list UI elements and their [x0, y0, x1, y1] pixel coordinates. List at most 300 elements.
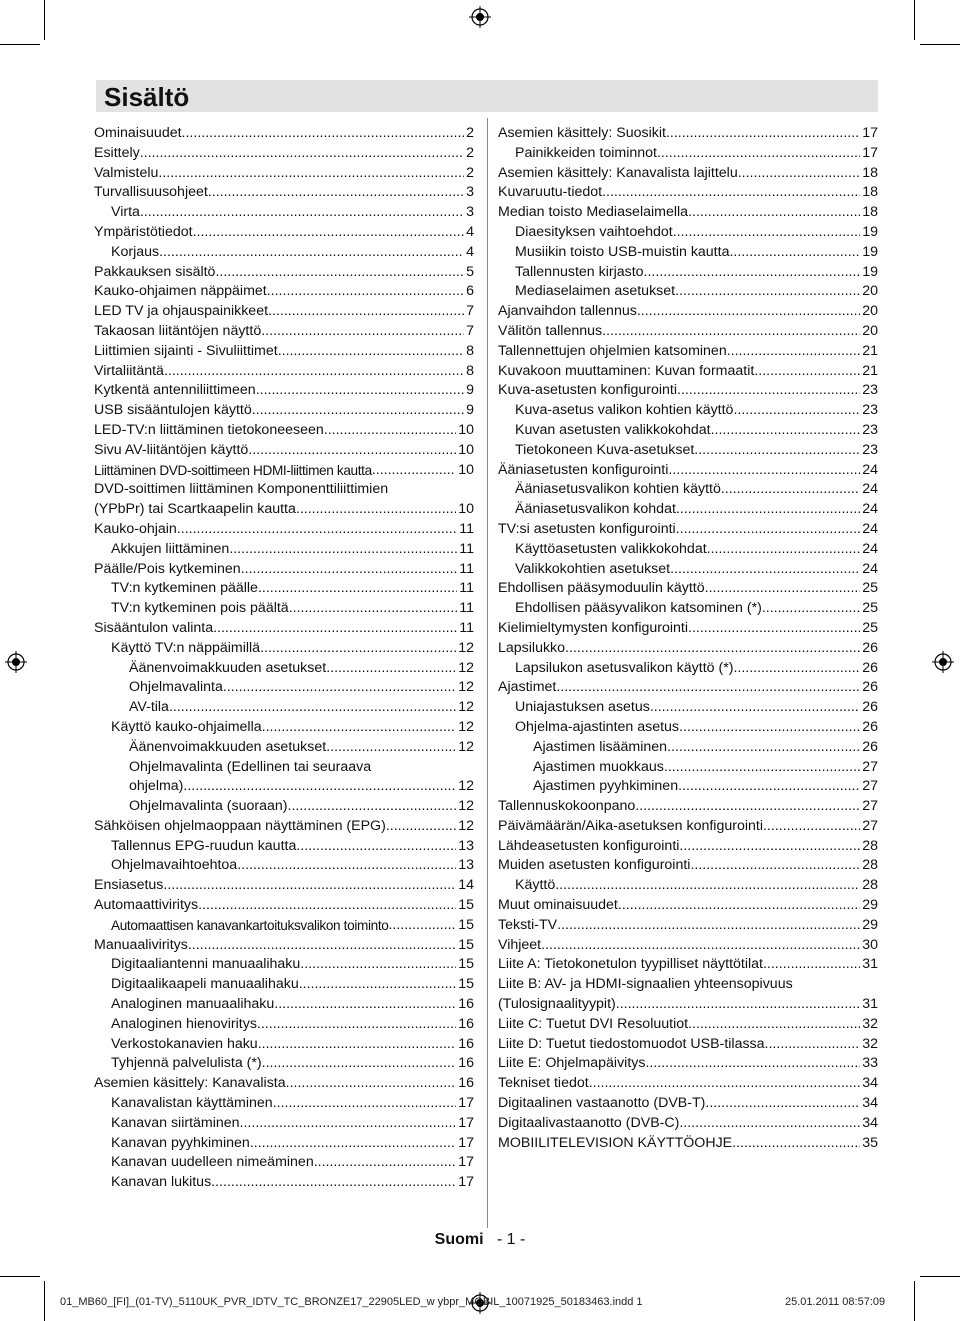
- toc-entry: [498, 243, 878, 263]
- toc-leader-dots: [198, 896, 456, 916]
- toc-entry-page: 12: [458, 817, 474, 834]
- toc-leader-dots: [763, 955, 860, 975]
- toc-entry-page: 17: [862, 125, 878, 141]
- toc-entry: [94, 797, 474, 817]
- toc-entry-label: Tietokoneen Kuva-asetukset: [515, 441, 695, 458]
- toc-entry: [498, 678, 878, 698]
- toc-entry: [94, 263, 474, 283]
- toc-leader-dots: [690, 856, 860, 876]
- toc-leader-dots: [676, 500, 860, 520]
- footer-page-number: - 1 -: [496, 1231, 526, 1248]
- toc-entry-page: 23: [862, 441, 878, 458]
- toc-leader-dots: [705, 1094, 860, 1114]
- toc-entry-page: 16: [458, 1075, 474, 1092]
- toc-entry-page: 21: [862, 362, 878, 379]
- toc-entry: [498, 797, 878, 817]
- toc-entry-page: 15: [458, 936, 474, 953]
- toc-leader-dots: [589, 1074, 861, 1094]
- toc-entry-page: 7: [466, 303, 474, 320]
- toc-entry-page: 32: [862, 1015, 878, 1032]
- toc-entry-label: LED TV ja ohjauspainikkeet: [94, 303, 269, 320]
- toc-leader-dots: [733, 401, 860, 421]
- toc-leader-dots: [188, 936, 456, 956]
- toc-leader-dots: [650, 698, 860, 718]
- toc-entry-page: 20: [862, 283, 878, 300]
- toc-entry-label: Äänenvoimakkuuden asetukset: [129, 659, 327, 676]
- toc-leader-dots: [729, 243, 860, 263]
- toc-leader-dots: [240, 1114, 457, 1134]
- toc-entry-page: 31: [862, 956, 878, 973]
- toc-entry-page: 12: [458, 679, 474, 696]
- toc-leader-dots: [738, 164, 860, 184]
- toc-entry: [94, 896, 474, 916]
- toc-leader-dots: [252, 401, 464, 421]
- toc-entry-label: Manuaaliviritys: [94, 936, 188, 953]
- toc-leader-dots: [260, 639, 456, 659]
- toc-entry-page: 24: [862, 501, 878, 518]
- toc-leader-dots: [215, 263, 464, 283]
- toc-entry: [498, 1035, 878, 1055]
- toc-entry-page: 34: [862, 1114, 878, 1131]
- toc-entry: [94, 223, 474, 243]
- toc-leader-dots: [262, 1054, 457, 1074]
- toc-entry-page: 17: [458, 1114, 474, 1131]
- toc-entry-page: 2: [466, 125, 474, 141]
- toc-entry: [94, 461, 474, 481]
- toc-entry-page: 26: [862, 659, 878, 676]
- toc-entry-label: Analoginen hienoviritys: [111, 1015, 257, 1032]
- toc-entry-page: 31: [862, 996, 878, 1013]
- toc-entry-label: Mediaselaimen asetukset: [515, 283, 676, 300]
- toc-leader-dots: [278, 342, 464, 362]
- toc-entry-label: Kanavan pyyhkiminen: [111, 1134, 250, 1151]
- toc-entry-label: AV-tila: [129, 699, 169, 716]
- toc-entry-page: 11: [459, 580, 474, 597]
- toc-entry-label: Uniajastuksen asetus: [515, 699, 650, 716]
- toc-leader-dots: [676, 520, 861, 540]
- toc-entry: [498, 421, 878, 441]
- toc-entry: [94, 639, 474, 659]
- toc-entry: [94, 282, 474, 302]
- toc-entry-label: Kuva-asetus valikon kohtien käyttö: [515, 402, 734, 419]
- toc-entry: [498, 599, 878, 619]
- toc-entry: [498, 975, 878, 1015]
- toc-leader-dots: [754, 362, 860, 382]
- toc-entry-label: Asemien käsittely: Kanavalista lajittelu: [498, 164, 738, 181]
- toc-entry: [498, 342, 878, 362]
- toc-entry-label: Tekniset tiedot: [498, 1075, 589, 1092]
- toc-entry: [94, 936, 474, 956]
- toc-entry-page: 6: [466, 283, 474, 300]
- toc-entry: [94, 164, 474, 184]
- toc-entry-page: 23: [862, 402, 878, 419]
- toc-leader-dots: [707, 540, 861, 560]
- toc-entry-label: Tallennettujen ohjelmien katsominen: [498, 342, 727, 359]
- toc-entry: [498, 560, 878, 580]
- toc-leader-dots: [645, 1054, 860, 1074]
- toc-entry-label: Ohjelmavalinta: [129, 679, 223, 696]
- toc-entry-label: Virtaliitäntä: [94, 362, 164, 379]
- toc-entry-page: 16: [458, 996, 474, 1013]
- toc-entry: [94, 302, 474, 322]
- toc-entry: [94, 995, 474, 1015]
- toc-entry-page: 12: [458, 738, 474, 755]
- crop-mark-top-right: [914, 0, 915, 40]
- toc-leader-dots: [565, 639, 860, 659]
- toc-entry: [94, 599, 474, 619]
- footer-file-name: 01_MB60_[FI]_(01-TV)_5110UK_PVR_IDTV_TC_BRONZE17_22905LED_w ybpr_MOBIL_10071925_50183463.indd 1: [60, 1296, 643, 1308]
- toc-entry-label: Tallennusten kirjasto: [515, 263, 644, 280]
- toc-entry: [94, 758, 474, 798]
- toc-leader-dots: [164, 362, 464, 382]
- toc-entry-page: 12: [458, 798, 474, 815]
- toc-entry: [94, 322, 474, 342]
- toc-entry-label: Analoginen manuaalihaku: [111, 996, 275, 1013]
- toc-entry-page: 26: [862, 699, 878, 716]
- toc-entry-page: 3: [466, 184, 474, 201]
- toc-entry: [498, 540, 878, 560]
- toc-leader-dots: [286, 1074, 457, 1094]
- toc-entry-label: Ääniasetusten konfigurointi: [498, 461, 669, 478]
- toc-entry-page: 12: [458, 778, 474, 795]
- toc-leader-dots: [711, 421, 861, 441]
- toc-leader-dots: [644, 263, 861, 283]
- toc-entry-label: Ääniasetusvalikon kohdat: [515, 501, 676, 518]
- toc-entry: [94, 421, 474, 441]
- toc-leader-dots: [324, 421, 456, 441]
- toc-entry: [498, 362, 878, 382]
- toc-entry: [498, 1114, 878, 1134]
- toc-leader-dots: [602, 183, 860, 203]
- toc-leader-dots: [705, 579, 861, 599]
- toc-leader-dots: [262, 718, 457, 738]
- toc-entry-label: Tyhjennä palvelulista (*): [111, 1055, 262, 1072]
- toc-entry: [94, 837, 474, 857]
- toc-leader-dots: [273, 1094, 457, 1114]
- toc-entry-page: 11: [459, 560, 474, 577]
- toc-leader-dots: [159, 243, 464, 263]
- toc-entry-label: Ajastimen muokkaus: [533, 758, 664, 775]
- toc-entry: [94, 381, 474, 401]
- toc-entry-page: 11: [459, 600, 474, 617]
- toc-entry-label: Käyttö: [515, 877, 556, 894]
- toc-entry-label: Lähdeasetusten konfigurointi: [498, 837, 680, 854]
- toc-leader-dots: [250, 1134, 456, 1154]
- toc-leader-dots: [673, 223, 860, 243]
- toc-entry-label: Esittely: [94, 144, 140, 161]
- toc-entry-label: Muiden asetusten konfigurointi: [498, 857, 691, 874]
- toc-entry: [498, 619, 878, 639]
- toc-entry: [498, 936, 878, 956]
- toc-leader-dots: [733, 659, 860, 679]
- toc-leader-dots: [288, 797, 457, 817]
- toc-entry: [498, 659, 878, 679]
- toc-leader-dots: [555, 876, 860, 896]
- toc-leader-dots: [670, 560, 860, 580]
- toc-entry-page: 12: [458, 659, 474, 676]
- toc-entry: [498, 758, 878, 778]
- toc-leader-dots: [314, 1153, 457, 1173]
- toc-entry-label: MOBIILITELEVISION KÄYTTÖOHJE: [498, 1134, 733, 1151]
- toc-entry-page: 17: [458, 1154, 474, 1171]
- toc-leader-dots: [679, 718, 860, 738]
- toc-entry-page: 30: [862, 936, 878, 953]
- toc-entry: [94, 817, 474, 837]
- toc-entry: [498, 698, 878, 718]
- toc-entry-label-continued: (YPbPr) tai Scartkaapelin kautta: [94, 501, 296, 518]
- toc-entry-page: 7: [466, 322, 474, 339]
- toc-entry-page: 24: [862, 461, 878, 478]
- toc-leader-dots: [158, 164, 464, 184]
- toc-entry: [94, 659, 474, 679]
- toc-leader-dots: [727, 342, 861, 362]
- toc-entry-label: Käyttöasetusten valikkokohdat: [515, 540, 707, 557]
- toc-entry: [94, 144, 474, 164]
- toc-leader-dots: [694, 441, 860, 461]
- toc-entry-page: 3: [466, 204, 474, 221]
- toc-entry-page: 10: [458, 501, 474, 518]
- toc-entry-label: Päivämäärän/Aika-asetuksen konfigurointi: [498, 817, 763, 834]
- toc-leader-dots: [140, 144, 464, 164]
- toc-entry-page: 27: [862, 758, 878, 775]
- toc-entry: [94, 1015, 474, 1035]
- toc-entry-page: 15: [458, 897, 474, 914]
- toc-entry-page: 19: [862, 263, 878, 280]
- toc-entry-page: 32: [862, 1035, 878, 1052]
- toc-entry-label: Ajastimen lisääminen: [533, 738, 668, 755]
- page-title: Sisältö: [104, 82, 190, 112]
- toc-entry-page: 12: [458, 699, 474, 716]
- footer-language: Suomi: [434, 1231, 484, 1248]
- toc-entry: [498, 401, 878, 421]
- toc-entry-page: 10: [458, 441, 474, 458]
- toc-leader-dots: [372, 461, 456, 481]
- toc-entry-page: 2: [466, 164, 474, 181]
- toc-entry: [94, 1094, 474, 1114]
- toc-entry-label: Äänenvoimakkuuden asetukset: [129, 738, 327, 755]
- toc-entry-page: 24: [862, 540, 878, 557]
- toc-entry: [498, 500, 878, 520]
- toc-leader-dots: [664, 758, 860, 778]
- toc-left-column: [94, 124, 474, 1193]
- toc-leader-dots: [675, 282, 860, 302]
- toc-entry-page: 18: [862, 164, 878, 181]
- toc-entry-page: 29: [862, 897, 878, 914]
- toc-entry-page: 18: [862, 204, 878, 221]
- toc-leader-dots: [326, 659, 456, 679]
- toc-entry-page: 15: [458, 956, 474, 973]
- toc-entry: [94, 1173, 474, 1193]
- toc-entry-label: Kuvan asetusten valikkokohdat: [515, 421, 711, 438]
- toc-right-column: [498, 124, 878, 1153]
- toc-entry-page: 20: [862, 322, 878, 339]
- toc-entry-page: 16: [458, 1035, 474, 1052]
- toc-entry-page: 24: [862, 481, 878, 498]
- toc-entry-label: Virta: [111, 204, 140, 221]
- toc-entry: [94, 362, 474, 382]
- title-bar: [96, 80, 878, 112]
- toc-entry-label: Painikkeiden toiminnot: [515, 144, 657, 161]
- toc-entry-page: 28: [862, 877, 878, 894]
- toc-leader-dots: [256, 381, 464, 401]
- toc-entry-page: 11: [459, 540, 474, 557]
- toc-entry: [94, 401, 474, 421]
- toc-leader-dots: [208, 183, 464, 203]
- toc-leader-dots: [678, 777, 860, 797]
- toc-entry: [94, 678, 474, 698]
- toc-entry-page: 24: [862, 560, 878, 577]
- toc-leader-dots: [668, 461, 860, 481]
- toc-leader-dots: [229, 540, 457, 560]
- toc-leader-dots: [213, 619, 457, 639]
- toc-entry-label: Kanavan siirtäminen: [111, 1114, 240, 1131]
- toc-entry-label: Käyttö TV:n näppäimillä: [111, 639, 261, 656]
- toc-leader-dots: [721, 480, 860, 500]
- toc-entry: [94, 738, 474, 758]
- toc-entry: [94, 203, 474, 223]
- toc-entry-label: Ympäristötiedot: [94, 223, 193, 240]
- toc-entry: [498, 282, 878, 302]
- toc-entry-page: 34: [862, 1075, 878, 1092]
- toc-entry-label: Kuvakoon muuttaminen: Kuvan formaatit: [498, 362, 755, 379]
- toc-entry-page: 29: [862, 916, 878, 933]
- toc-entry-page: 34: [862, 1095, 878, 1112]
- toc-entry-label: Ääniasetusvalikon kohtien käyttö: [515, 481, 721, 498]
- toc-entry-page: 8: [466, 342, 474, 359]
- toc-entry: [498, 480, 878, 500]
- toc-entry-label: Diaesityksen vaihtoehdot: [515, 223, 673, 240]
- toc-entry-label: Ajastimen pyyhkiminen: [533, 778, 679, 795]
- toc-entry: [498, 639, 878, 659]
- toc-entry: [94, 243, 474, 263]
- toc-entry: [498, 579, 878, 599]
- toc-entry-page: 13: [458, 837, 474, 854]
- toc-entry-label: Kauko-ohjaimen näppäimet: [94, 283, 267, 300]
- toc-leader-dots: [657, 144, 860, 164]
- toc-leader-dots: [257, 1015, 456, 1035]
- toc-entry: [498, 461, 878, 481]
- toc-entry: [498, 955, 878, 975]
- toc-entry-label: Liite C: Tuetut DVI Resoluutiot: [498, 1015, 689, 1032]
- page-footer: [0, 1231, 960, 1249]
- toc-entry-page: 14: [458, 877, 474, 894]
- toc-entry-page: 23: [862, 421, 878, 438]
- toc-entry-label: Liite D: Tuetut tiedostomuodot USB-tilassa: [498, 1035, 765, 1052]
- toc-leader-dots: [193, 223, 465, 243]
- toc-entry-page: 27: [862, 778, 878, 795]
- toc-entry: [498, 441, 878, 461]
- toc-leader-dots: [765, 1035, 861, 1055]
- toc-entry-label: Tallennuskokoonpano: [498, 798, 636, 815]
- toc-leader-dots: [268, 302, 464, 322]
- toc-leader-dots: [763, 817, 860, 837]
- toc-entry: [498, 223, 878, 243]
- toc-entry-label: Kielimieltymysten konfigurointi: [498, 619, 689, 636]
- toc-leader-dots: [248, 441, 456, 461]
- registration-mark-right-icon: [932, 651, 954, 673]
- toc-entry-label: Ohjelmavalinta (suoraan): [129, 798, 288, 815]
- toc-entry: [498, 777, 878, 797]
- toc-entry-label: Asemien käsittely: Suosikit: [498, 125, 666, 141]
- toc-entry: [94, 856, 474, 876]
- toc-leader-dots: [299, 975, 457, 995]
- toc-leader-dots: [618, 896, 860, 916]
- toc-entry-page: 2: [466, 144, 474, 161]
- toc-entry-page: 18: [862, 184, 878, 201]
- toc-entry-label-continued: ohjelma): [129, 778, 184, 795]
- toc-leader-dots: [602, 322, 860, 342]
- toc-entry-label: DVD-soittimen liittäminen Komponenttiliittimien: [94, 481, 389, 498]
- toc-entry-label: Ajastimet: [498, 679, 557, 696]
- crop-mark-top-right-h: [920, 44, 960, 45]
- toc-leader-dots: [635, 797, 860, 817]
- toc-entry-page: 17: [862, 144, 878, 161]
- toc-entry-label: Takaosan liitäntöjen näyttö: [94, 322, 262, 339]
- toc-entry-label: Käyttö kauko-ohjaimella: [111, 718, 262, 735]
- toc-entry-label: Automaattisen kanavankartoituksvalikon toiminto: [111, 917, 389, 933]
- toc-entry-page: 35: [862, 1134, 878, 1151]
- toc-entry-label: Musiikin toisto USB-muistin kautta: [515, 243, 730, 260]
- toc-entry-label: Sivu AV-liitäntöjen käyttö: [94, 441, 249, 458]
- toc-entry: [498, 263, 878, 283]
- toc-leader-dots: [241, 560, 458, 580]
- toc-entry-page: 25: [862, 580, 878, 597]
- toc-entry-label: Akkujen liittäminen: [111, 540, 230, 557]
- toc-entry: [498, 124, 878, 144]
- toc-entry-label: Sisääntulon valinta: [94, 619, 214, 636]
- toc-entry-page: 11: [459, 520, 474, 537]
- toc-entry-label: Kuvaruutu-tiedot: [498, 184, 603, 201]
- toc-entry-page: 19: [862, 223, 878, 240]
- toc-entry-page: 26: [862, 718, 878, 735]
- toc-entry-label: Päälle/Pois kytkeminen: [94, 560, 241, 577]
- crop-mark-bottom-right-h: [920, 1276, 960, 1277]
- toc-entry: [498, 876, 878, 896]
- toc-entry-page: 9: [466, 402, 474, 419]
- toc-entry-label: Digitaaliantenni manuaalihaku: [111, 956, 301, 973]
- toc-entry-page: 10: [458, 461, 474, 478]
- toc-entry-label: Digitaalivastaanotto (DVB-C): [498, 1114, 680, 1131]
- toc-entry-label: Automaattiviritys: [94, 897, 199, 914]
- toc-entry-page: 11: [459, 619, 474, 636]
- toc-entry-label: Sähköisen ohjelmaoppaan näyttäminen (EPG): [94, 817, 386, 834]
- toc-entry-label: Tallennus EPG-ruudun kautta: [111, 837, 297, 854]
- toc-entry-page: 25: [862, 600, 878, 617]
- toc-entry-label: TV:si asetusten konfigurointi: [498, 520, 676, 537]
- toc-entry: [94, 520, 474, 540]
- toc-entry: [498, 856, 878, 876]
- toc-leader-dots: [688, 619, 860, 639]
- toc-leader-dots: [169, 698, 456, 718]
- toc-entry: [498, 164, 878, 184]
- toc-entry: [94, 876, 474, 896]
- toc-leader-dots: [541, 936, 860, 956]
- toc-entry-label: USB sisääntulojen käyttö: [94, 402, 252, 419]
- toc-leader-dots: [616, 995, 860, 1015]
- toc-leader-dots: [688, 1015, 860, 1035]
- toc-leader-dots: [556, 678, 860, 698]
- toc-leader-dots: [557, 916, 860, 936]
- toc-entry-page: 33: [862, 1055, 878, 1072]
- toc-leader-dots: [261, 322, 464, 342]
- toc-leader-dots: [326, 738, 456, 758]
- toc-entry: [94, 560, 474, 580]
- toc-entry-label: Välitön tallennus: [498, 322, 603, 339]
- toc-entry-label: TV:n kytkeminen pois päältä: [111, 600, 289, 617]
- toc-entry-page: 27: [862, 798, 878, 815]
- toc-entry: [94, 1035, 474, 1055]
- toc-leader-dots: [237, 856, 456, 876]
